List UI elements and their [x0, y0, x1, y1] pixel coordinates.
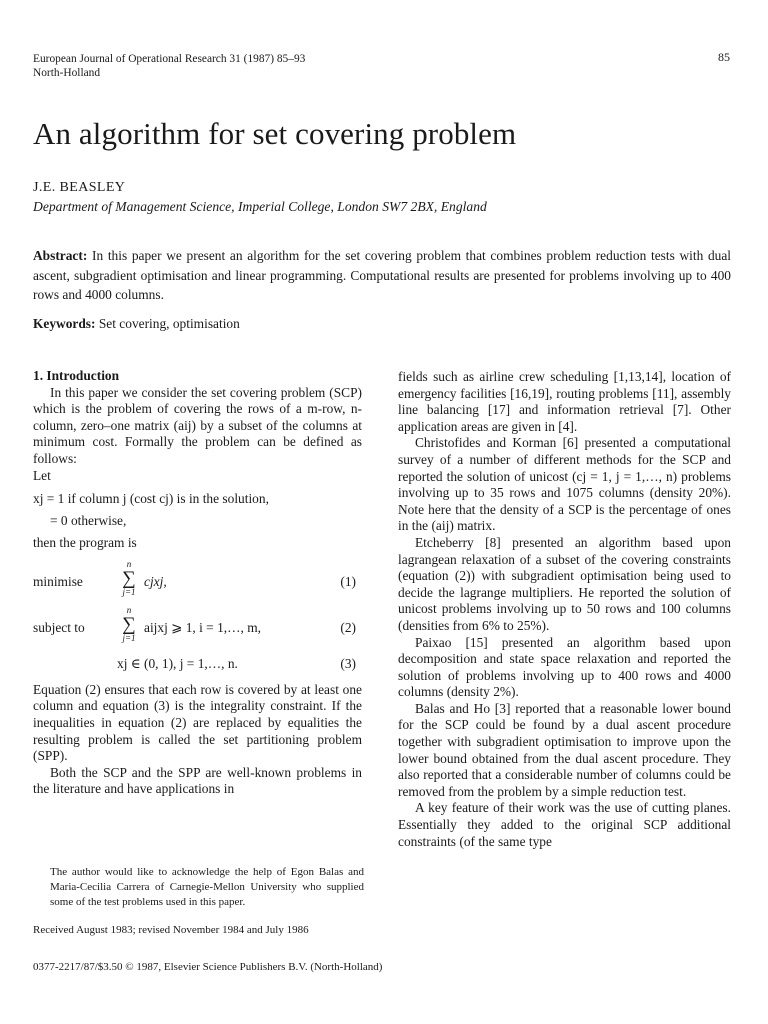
sum-lower-limit: j=1	[122, 632, 136, 643]
copyright-line: 0377-2217/87/$3.50 © 1987, Elsevier Science Publishers B.V. (North-Holland)	[33, 961, 383, 973]
sum-upper-limit: n	[126, 558, 132, 569]
sum-lower-limit: j=1	[122, 586, 136, 597]
right-column	[398, 369, 731, 850]
author-name: J.E. BEASLEY	[33, 180, 126, 195]
summation-icon: n ∑ j=1	[118, 606, 140, 643]
author-affiliation: Department of Management Science, Imperial College, London SW7 2BX, England	[33, 199, 487, 214]
keywords	[33, 316, 240, 332]
balas-ho-paragraph: Balas and Ho [3] reported that a reasonable lower bound for the SCP could be found by a dual ascent procedure together with subgradient optimisation to improve upon the lower bound obtained from the dual ascent procedure. They also reported that a considerable number of columns could be removed from the problem by a simple reduction test.	[398, 700, 731, 799]
equation-3-expression: xj ∈ (0, 1), j = 1,…, n.	[117, 655, 238, 671]
variable-definition	[33, 491, 362, 535]
applications-paragraph: Both the SCP and the SPP are well-known problems in the literature and have applications in	[33, 764, 362, 797]
summation-icon: n ∑ j=1	[118, 560, 140, 597]
then-text: then the program is	[33, 535, 137, 551]
left-column	[33, 368, 362, 798]
keywords-label: Keywords:	[33, 316, 96, 331]
intro-paragraph: In this paper we consider the set covering problem (SCP) which is the problem of covering the rows of a m-row, n-column, zero–one matrix (aij) by a subset of the columns at minimum cost. Formally the problem can be defined as follows:	[33, 384, 362, 466]
abstract-text: In this paper we present an algorithm for the set covering problem that combines problem reduction tests with dual ascent, subgradient optimisation and linear programming. Computational results are presented for problems involving up to 400 rows and 4000 columns.	[33, 248, 731, 302]
abstract	[33, 246, 731, 305]
equation-2-paragraph: Equation (2) ensures that each row is covered by at least one column and equation (3) is the integrality constraint. If the inequalities in equation (2) are replaced by equalities the resulting problem is called the set partitioning problem (SPP).	[33, 681, 362, 764]
equation-3	[33, 652, 362, 682]
let-text: Let	[33, 467, 51, 483]
definition-line-1: xj = 1 if column j (cost cj) is in the solution,	[33, 491, 269, 507]
keywords-text: Set covering, optimisation	[98, 316, 240, 331]
equation-1-label: minimise	[33, 573, 83, 589]
abstract-label: Abstract:	[33, 248, 88, 263]
journal-header	[33, 52, 305, 80]
equation-1-expression: cjxj,	[144, 573, 167, 589]
received-dates: Received August 1983; revised November 1984 and July 1986	[33, 924, 309, 936]
equation-2-number: (2)	[340, 619, 356, 635]
etcheberry-paragraph: Etcheberry [8] presented an algorithm based upon lagrangean relaxation of a subset of the covering constraints (equation (2)) with subgradient optimisation being used to decide the lagrange multipliers. He reported the solution of unicost problems involving up to 50 rows and 100 columns (densities from 6% to 25%).	[398, 534, 731, 633]
page-number: 85	[718, 50, 730, 64]
equation-1-number: (1)	[340, 573, 356, 589]
christofides-paragraph: Christofides and Korman [6] presented a computational survey of a number of different methods for the SCP and reported the solution of unicost (cj = 1, j = 1,…, n) problems involving up to 35 rows and 1075 columns (density 20%). Note here that the density of a SCP is the percentage of ones in the (aij) matrix.	[398, 435, 731, 534]
cutting-planes-paragraph: A key feature of their work was the use of cutting planes. Essentially they added to the original SCP additional constraints (of the same type	[398, 800, 731, 849]
equation-3-number: (3)	[340, 655, 356, 671]
definition-line-2: = 0 otherwise,	[50, 513, 127, 529]
equation-2-expression: aijxj ⩾ 1, i = 1,…, m,	[144, 619, 261, 635]
applications-continued: fields such as airline crew scheduling [1,13,14], location of emergency facilities [16,19], routing problems [11], assembly line balancing [17] and information retrieval [7]. Other application areas are given in [4].	[398, 369, 731, 434]
paper-title: An algorithm for set covering problem	[33, 116, 517, 151]
acknowledgement-footnote: The author would like to acknowledge the help of Egon Balas and Maria-Cecilia Carrera of Carnegie-Mellon University who supplied some of the test problems used in this paper.	[50, 866, 364, 908]
equation-2-label: subject to	[33, 619, 85, 635]
publisher-line: North-Holland	[33, 67, 101, 79]
section-heading: 1. Introduction	[33, 368, 120, 383]
sum-upper-limit: n	[126, 604, 132, 615]
equation-2	[33, 606, 362, 652]
journal-citation: European Journal of Operational Research 31 (1987) 85–93	[33, 53, 306, 65]
paixao-paragraph: Paixao [15] presented an algorithm based upon decomposition and state space relaxation and reported the solution of problems involving up to 400 rows and 4000 columns (density 2%).	[398, 634, 731, 700]
equation-1	[33, 560, 362, 606]
